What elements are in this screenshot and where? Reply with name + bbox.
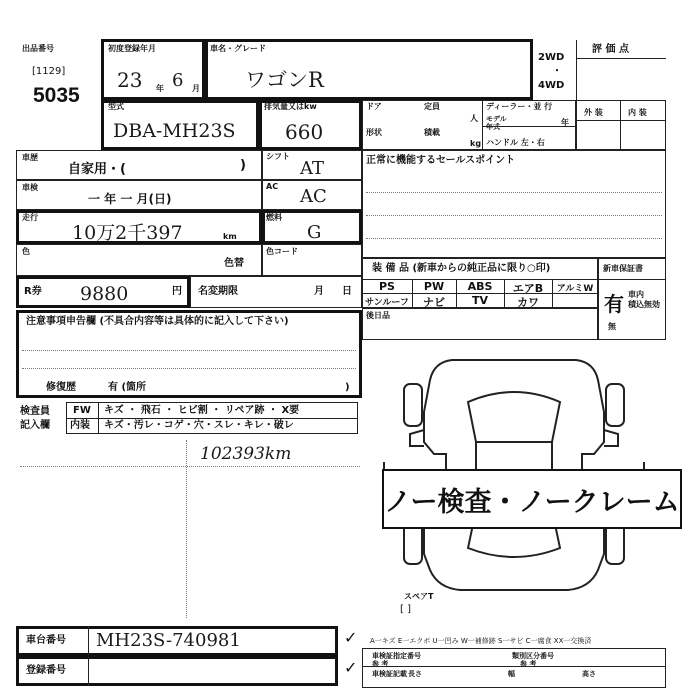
shift-value: AT	[300, 158, 325, 179]
model-value: DBA-MH23S	[113, 120, 236, 142]
registration-check: ✓	[344, 658, 358, 677]
notes-dots-1	[22, 350, 356, 351]
warranty-line	[598, 279, 666, 280]
load-label: 積載	[424, 128, 440, 137]
inspector-grid-col	[98, 402, 99, 434]
equip-leather: カワ	[517, 296, 539, 309]
shift-label: シフト	[266, 152, 290, 161]
warranty-option-2: 積込無効	[628, 300, 660, 309]
capacity-unit: 人	[470, 114, 478, 123]
name-change-day: 日	[342, 286, 352, 297]
reg-type-label: 車検証指定番号	[372, 652, 421, 660]
name-change-label: 名変期限	[198, 286, 238, 297]
mileage-label: 走行	[22, 213, 38, 222]
aftermarket-box	[362, 308, 598, 340]
rating-grid-line	[576, 120, 666, 121]
name-grade-label: 車名・グレード	[210, 44, 266, 53]
rating-grid-divider	[620, 100, 621, 150]
color-code-label: 色コード	[266, 247, 298, 256]
first-reg-month-unit: 月	[192, 84, 200, 93]
chassis-divider	[88, 626, 89, 656]
features-dots-2	[366, 215, 662, 216]
inspector-dots-1	[20, 466, 360, 467]
history-close: )	[240, 158, 246, 173]
model-year-label: モデル	[486, 115, 507, 123]
damage-legend: A一キズ E一エクボ U一凹み W一補修跡 S一サビ C一腐食 XX一交換済	[370, 637, 592, 645]
equip-pw: PW	[423, 280, 445, 293]
aftermarket-label: 後日品	[366, 311, 390, 320]
ac-label: AC	[266, 182, 279, 191]
equip-alloy: アルミW	[556, 284, 594, 294]
model-year-unit: 年	[561, 118, 569, 127]
history-label: 車歴	[22, 153, 38, 162]
features-label: 正常に機能するセールスポイント	[366, 155, 516, 166]
model-label: 型式	[108, 102, 124, 111]
inspector-grid-line	[66, 418, 358, 419]
history-value: 自家用・(	[68, 162, 126, 177]
color-label: 色	[22, 247, 30, 256]
drive-dot: ・	[552, 66, 562, 77]
ac-value: AC	[300, 186, 327, 207]
history-box	[16, 150, 262, 180]
inspection-label: 車検	[22, 183, 38, 192]
equipment-title: 装 備 品 (新車からの純正品に限り○印)	[372, 263, 551, 274]
warranty-none: 無	[608, 322, 616, 331]
fuel-label: 燃料	[266, 213, 282, 222]
recycle-unit: 円	[172, 286, 182, 297]
drive-2wd: 2WD	[538, 52, 565, 63]
warranty-title: 新車保証書	[603, 264, 643, 273]
inspection-value: 一 年 一 月(日)	[88, 192, 172, 206]
shape-label: 形状	[366, 128, 382, 137]
features-dots-3	[366, 238, 662, 239]
chassis-label: 車台番号	[26, 635, 66, 646]
doors-label: ドア	[366, 102, 382, 111]
warranty-value: 有	[604, 292, 624, 316]
lot-code: [1129]	[32, 66, 66, 77]
width-label: 幅	[508, 670, 515, 678]
height-label: 高さ	[582, 670, 596, 678]
equip-ps: PS	[379, 280, 395, 293]
spare-label: スペアT	[404, 592, 434, 601]
fuel-value: G	[307, 222, 322, 243]
dims-label: 車検証記載	[372, 670, 407, 678]
first-reg-month: 6	[172, 70, 184, 91]
rating-divider	[576, 40, 577, 100]
features-dots-1	[366, 192, 662, 193]
rating-label: 評 価 点	[592, 44, 629, 55]
repair-value: 有 (箇所	[108, 382, 147, 393]
repair-label: 修復歴	[46, 382, 76, 393]
registration-label: 登録番号	[26, 665, 66, 676]
spec-mid-line	[482, 126, 576, 127]
load-unit: kg	[470, 139, 482, 148]
inspector-label-2: 記入欄	[20, 420, 50, 431]
notes-dots-2	[22, 368, 356, 369]
bottom-ref-line	[362, 666, 666, 667]
displacement-value: 660	[285, 120, 324, 144]
recycle-value: 9880	[80, 283, 129, 305]
capacity-label: 定員	[424, 102, 440, 111]
equip-tv: TV	[471, 294, 489, 307]
dealer-label: ディーラー・並 行	[486, 102, 553, 111]
int-items: キズ・汚レ・コゲ・穴・スレ・キレ・破レ	[104, 420, 294, 431]
first-reg-label: 初度登録年月	[108, 44, 156, 53]
inspector-handwritten: 102393km	[200, 444, 292, 464]
category-label: 類別区分番号	[512, 652, 554, 660]
lot-label: 出品番号	[22, 44, 54, 53]
warranty-option-1: 車内	[628, 290, 644, 299]
chassis-check: ✓	[344, 628, 358, 647]
repaint-label: 色替	[224, 258, 244, 269]
car-name: ワゴンR	[245, 68, 324, 92]
series-label: 参 考	[372, 660, 389, 668]
equip-airbag: エアB	[512, 282, 544, 295]
equip-sunroof: サンルーフ	[365, 298, 409, 308]
interior-label: 内 装	[628, 108, 647, 117]
displacement-label: 排気量又はkw	[264, 102, 317, 111]
registration-divider	[88, 656, 89, 686]
drive-4wd: 4WD	[538, 80, 565, 91]
first-reg-year-unit: 年	[156, 84, 164, 93]
name-change-month: 月	[314, 286, 324, 297]
spare-brackets: [ ]	[400, 604, 411, 615]
equip-abs: ABS	[467, 280, 493, 293]
repair-close: )	[345, 382, 350, 393]
inspector-label-1: 検査員	[20, 406, 50, 417]
recycle-label: R券	[24, 286, 42, 297]
length-label: 長さ	[408, 670, 422, 678]
model-year-sub: 年式	[486, 123, 500, 131]
mileage-value: 10万2千397	[72, 222, 183, 244]
spec-divider	[482, 100, 483, 150]
fw-items: キズ ・ 飛石 ・ ヒビ割 ・ リペア跡 ・ X要	[104, 405, 300, 416]
rating-top-line	[576, 58, 666, 59]
first-reg-year: 23	[117, 68, 143, 92]
int-label: 内装	[70, 420, 90, 431]
handle-label: ハンドル 左・右	[486, 138, 545, 147]
equip-navi: ナビ	[423, 296, 445, 309]
mileage-unit: km	[223, 232, 237, 241]
fw-label: FW	[73, 405, 91, 416]
lot-number: 5035	[33, 84, 80, 107]
no-inspection-banner: ノー検査・ノークレーム	[382, 469, 682, 529]
notes-title: 注意事項申告欄 (不具合内容等は具体的に記入して下さい)	[26, 316, 289, 327]
exterior-label: 外 装	[584, 108, 603, 117]
chassis-value: MH23S-740981	[96, 630, 241, 651]
inspector-center-dots	[186, 440, 187, 618]
series2-label: 参 考	[520, 660, 537, 668]
